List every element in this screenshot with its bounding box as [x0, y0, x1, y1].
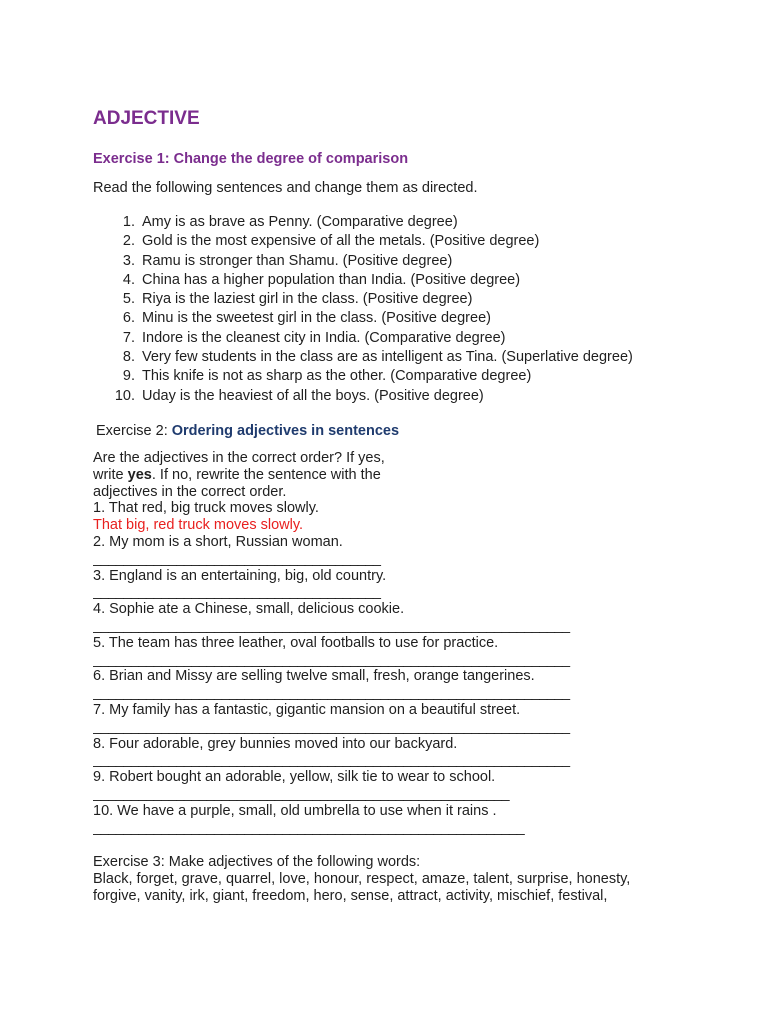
exercise1-heading: Exercise 1: Change the degree of comparison	[93, 151, 409, 167]
exercise2-question: 4. Sophie ate a Chinese, small, delicious cookie.	[93, 601, 405, 618]
answer-blank[interactable]: _______________________________________________________________	[93, 617, 570, 634]
answer-blank[interactable]: _______________________________________________________________	[93, 685, 570, 702]
exercise1-item: 1. Amy is as brave as Penny. (Comparative degree)	[139, 213, 693, 232]
intro-text: . If no, rewrite the sentence with the	[151, 466, 381, 483]
intro-text: write	[93, 466, 128, 483]
exercise2-question: 2. My mom is a short, Russian woman.	[93, 533, 343, 550]
answer-blank[interactable]: ______________________________________	[93, 550, 381, 567]
exercise2-heading	[96, 422, 693, 440]
exercise3-heading: Exercise 3: Make adjectives of the following words:	[93, 854, 421, 871]
exercise3-words: Black, forget, grave, quarrel, love, honour, respect, amaze, talent, surprise, honesty,	[93, 871, 631, 888]
exercise2-question: 8. Four adorable, grey bunnies moved into our backyard.	[93, 735, 458, 752]
exercise2-question: 1. That red, big truck moves slowly.	[93, 500, 319, 517]
exercise1-list	[93, 213, 693, 406]
exercise2-question: 5. The team has three leather, oval footballs to use for practice.	[93, 634, 499, 651]
exercise1-item: 9. This knife is not as sharp as the other. (Comparative degree)	[139, 367, 693, 386]
exercise1-item: 7. Indore is the cleanest city in India. (Comparative degree)	[139, 329, 693, 348]
answer-blank[interactable]: _______________________________________________________________	[93, 718, 570, 735]
exercise2-intro-line: adjectives in the correct order.	[93, 483, 287, 500]
intro-bold-yes: yes	[127, 466, 152, 483]
answer-blank[interactable]: ______________________________________	[93, 584, 381, 601]
exercise1-instruction: Read the following sentences and change them as directed.	[93, 180, 478, 196]
exercise2-intro-line: Are the adjectives in the correct order? If yes,	[93, 449, 385, 466]
answer-blank[interactable]: _______________________________________________________________	[93, 651, 570, 668]
exercise2-question: 10. We have a purple, small, old umbrella to use when it rains .	[93, 802, 497, 819]
exercise1-item: 10. Uday is the heaviest of all the boys. (Positive degree)	[139, 387, 693, 406]
answer-blank[interactable]: _________________________________________________________	[93, 819, 525, 836]
exercise2-question: 7. My family has a fantastic, gigantic mansion on a beautiful street.	[93, 701, 521, 718]
exercise1-item: 3. Ramu is stronger than Shamu. (Positive degree)	[139, 252, 693, 271]
exercise2-body	[93, 450, 693, 836]
answer-blank[interactable]: _______________________________________________________________	[93, 752, 570, 769]
worksheet-page	[93, 108, 693, 905]
answer-blank[interactable]: _______________________________________________________	[93, 785, 510, 802]
exercise1-item: 5. Riya is the laziest girl in the class. (Positive degree)	[139, 290, 693, 309]
exercise2-question: 3. England is an entertaining, big, old country.	[93, 567, 387, 584]
exercise1-item: 8. Very few students in the class are as intelligent as Tina. (Superlative degree)	[139, 348, 693, 367]
exercise2-sample-answer: That big, red truck moves slowly.	[93, 517, 304, 534]
exercise3-section	[93, 854, 693, 905]
exercise2-heading-highlight: Ordering adjectives in sentences	[171, 422, 400, 439]
exercise1-item: 2. Gold is the most expensive of all the metals. (Positive degree)	[139, 232, 693, 251]
exercise3-words: forgive, vanity, irk, giant, freedom, hero, sense, attract, activity, mischief, festival,	[93, 888, 608, 905]
exercise1-item: 4. China has a higher population than India. (Positive degree)	[139, 271, 693, 290]
exercise2-question: 9. Robert bought an adorable, yellow, silk tie to wear to school.	[93, 769, 496, 786]
exercise2-intro-line	[93, 467, 693, 484]
exercise1-item: 6. Minu is the sweetest girl in the class. (Positive degree)	[139, 309, 693, 328]
exercise2-heading-prefix: Exercise 2:	[96, 422, 172, 439]
page-title: ADJECTIVE	[93, 108, 200, 129]
exercise2-question: 6. Brian and Missy are selling twelve small, fresh, orange tangerines.	[93, 668, 535, 685]
